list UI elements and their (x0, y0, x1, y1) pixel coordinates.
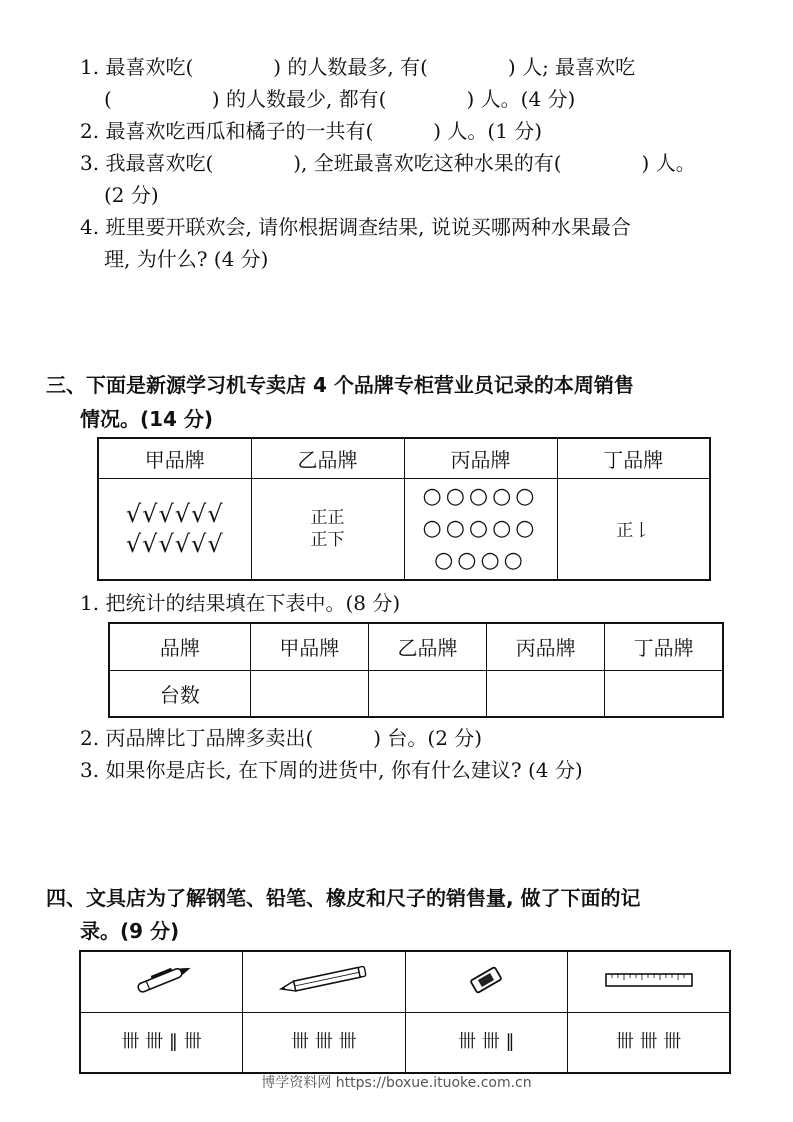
tally-marks: 卌 卌 ‖ 卌 (121, 1031, 202, 1053)
circles-row1: ○○○○○ (422, 483, 539, 509)
question-2: 2. 最喜欢吃西瓜和橘子的一共有( ) 人。(1 分) (80, 119, 543, 143)
record-jia (98, 478, 251, 580)
section-4-title-line2: 录。(9 分) (80, 919, 180, 943)
tally-zheng-row2: 正下 (310, 529, 345, 550)
tally-zheng-row1: 正正 (310, 507, 345, 528)
tally-pencil (243, 1012, 406, 1073)
fill-header-yi: 乙品牌 (368, 623, 486, 670)
cell-pencil (243, 951, 406, 1012)
section-3-question-2: 2. 丙品牌比丁品牌多卖出( ) 台。(2 分) (80, 726, 483, 750)
fill-header-ding: 丁品牌 (605, 623, 723, 670)
fill-header-jia: 甲品牌 (250, 623, 368, 670)
fill-cell-yi[interactable] (368, 670, 486, 717)
cell-ruler (568, 951, 731, 1012)
section-3-question-1: 1. 把统计的结果填在下表中。(8 分) (80, 591, 401, 615)
header-jia: 甲品牌 (98, 438, 251, 478)
tally-zheng-ding: 正𠄌 (616, 521, 651, 542)
circles-row2: ○○○○○ (422, 515, 539, 541)
section-3-title-line2: 情况。(14 分) (80, 407, 214, 431)
header-ding: 丁品牌 (557, 438, 710, 478)
fill-cell-jia[interactable] (250, 670, 368, 717)
question-1-line2: ( ) 的人数最少, 都有( ) 人。(4 分) (104, 87, 576, 111)
check-marks-row2: √√√√√√ (125, 529, 224, 558)
tally-marks: 卌 卌 卌 (291, 1031, 357, 1053)
fill-header-bing: 丙品牌 (487, 623, 605, 670)
cell-pen (80, 951, 243, 1012)
section-4-title-line1: 四、文具店为了解钢笔、铅笔、橡皮和尺子的销售量, 做了下面的记 (46, 886, 641, 910)
header-bing: 丙品牌 (404, 438, 557, 478)
circles-row3: ○○○○ (434, 547, 527, 573)
question-3-line1: 3. 我最喜欢吃( ), 全班最喜欢吃这种水果的有( ) 人。 (80, 151, 696, 175)
stationery-record-table (79, 950, 731, 1074)
check-marks-row1: √√√√√√ (125, 499, 224, 528)
question-3-line2: (2 分) (104, 183, 159, 207)
tally-eraser (405, 1012, 568, 1073)
eraser-icon (466, 960, 506, 1000)
fill-row-label: 台数 (109, 670, 250, 717)
tally-marks: 卌 卌 ‖ (458, 1031, 515, 1053)
section-3-title-line1: 三、下面是新源学习机专卖店 4 个品牌专柜营业员记录的本周销售 (46, 373, 634, 397)
section-3-question-3: 3. 如果你是店长, 在下周的进货中, 你有什么建议? (4 分) (80, 758, 583, 782)
pencil-icon (276, 963, 371, 997)
tally-ruler (568, 1012, 731, 1073)
fill-in-table (108, 622, 724, 718)
footer-watermark: 博学资料网 https://boxue.ituoke.com.cn (261, 1075, 532, 1091)
header-yi: 乙品牌 (251, 438, 404, 478)
record-bing (404, 478, 557, 580)
tally-marks: 卌 卌 卌 (615, 1031, 682, 1053)
question-4-line1: 4. 班里要开联欢会, 请你根据调查结果, 说说买哪两种水果最合 (80, 215, 631, 239)
sales-record-table (97, 437, 711, 581)
cell-eraser (405, 951, 568, 1012)
record-ding (557, 478, 710, 580)
record-yi (251, 478, 404, 580)
fill-header-brand: 品牌 (109, 623, 250, 670)
question-1-line1: 1. 最喜欢吃( ) 的人数最多, 有( ) 人; 最喜欢吃 (80, 55, 636, 79)
tally-pen (80, 1012, 243, 1073)
pen-icon (127, 960, 197, 1000)
ruler-icon (604, 968, 694, 992)
fill-cell-ding[interactable] (605, 670, 723, 717)
question-4-line2: 理, 为什么? (4 分) (104, 247, 269, 271)
fill-cell-bing[interactable] (487, 670, 605, 717)
